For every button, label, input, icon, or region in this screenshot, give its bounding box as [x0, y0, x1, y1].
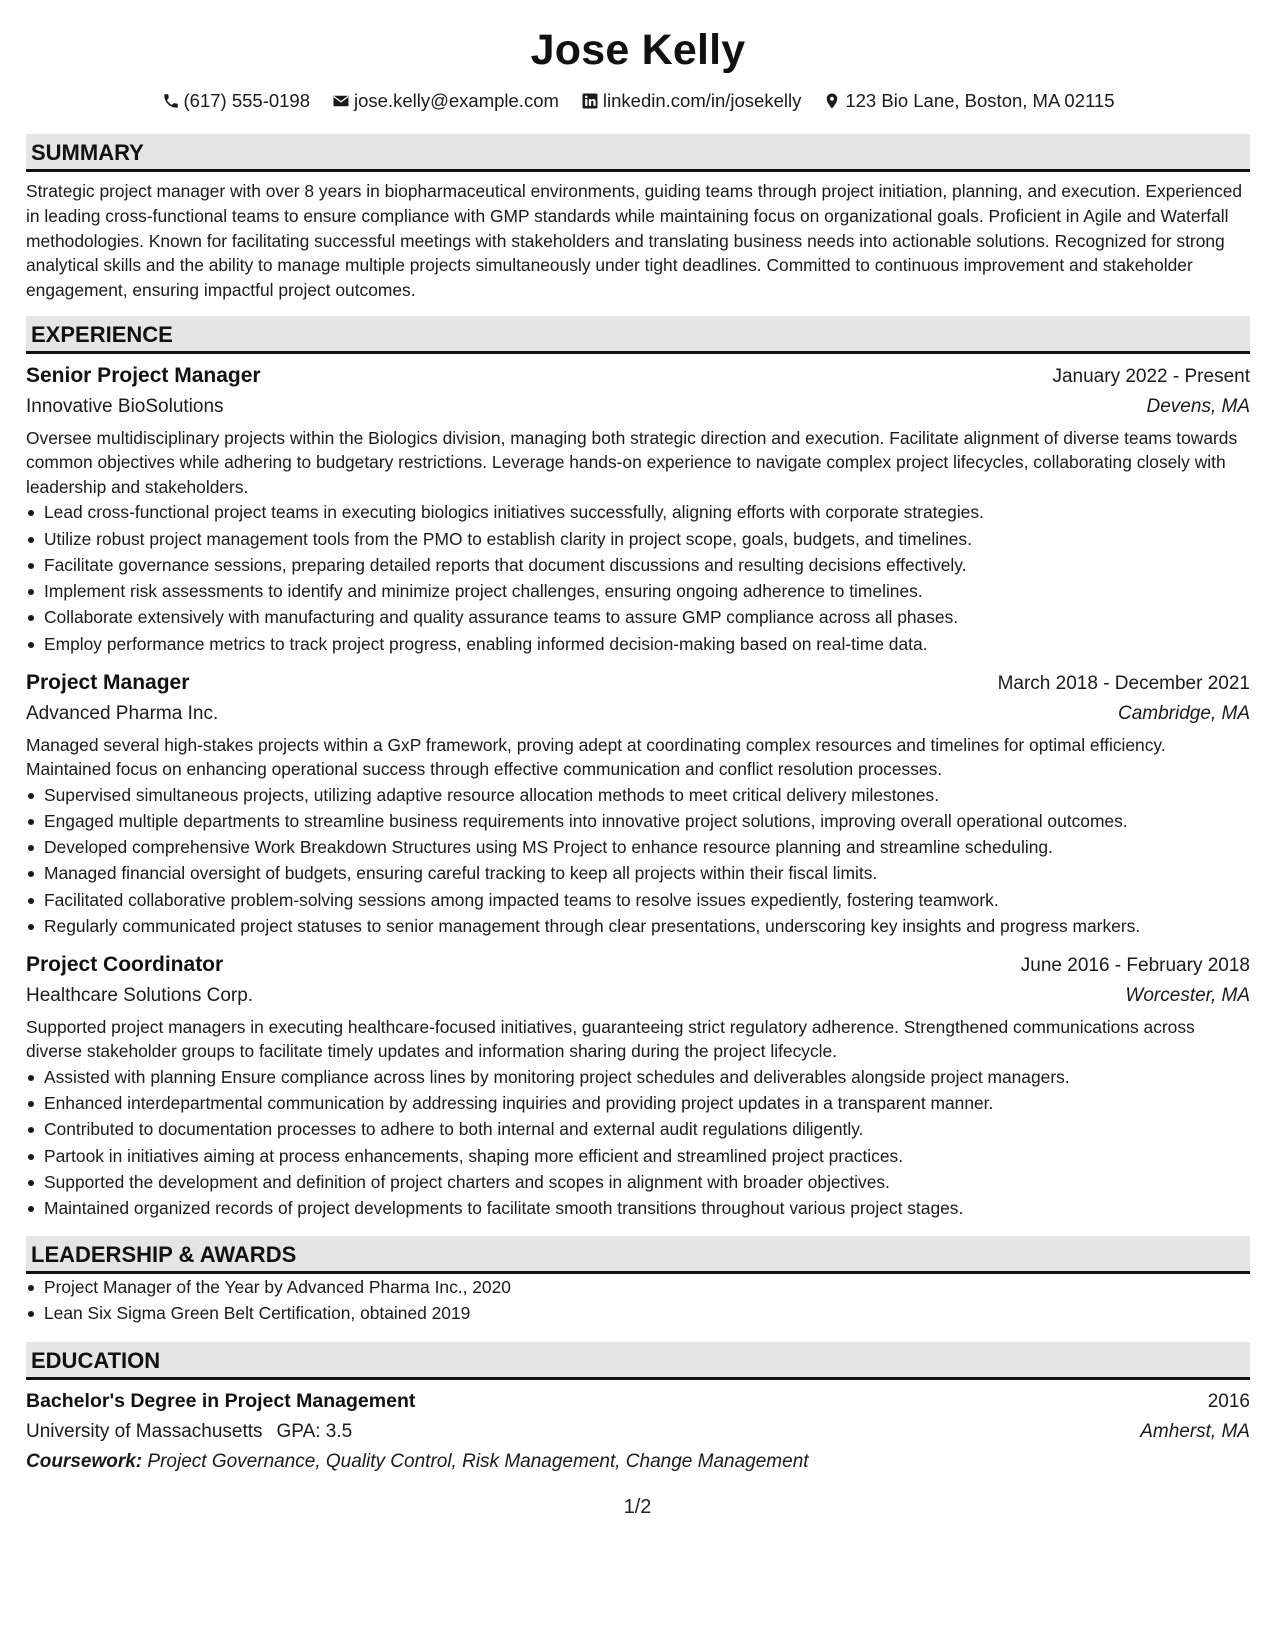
bullet-item: Employ performance metrics to track project progress, enabling informed decision-making based on real-time data. — [26, 631, 1250, 657]
bullet-item: Facilitate governance sessions, preparing detailed reports that document discussions and resulting decisions effectively. — [26, 552, 1250, 578]
job-company: Healthcare Solutions Corp. — [26, 984, 254, 1006]
bullet-item: Utilize robust project management tools from the PMO to establish clarity in project scope, goals, budgets, and timelines. — [26, 526, 1250, 552]
job-title: Senior Project Manager — [26, 363, 261, 387]
job-entry — [26, 361, 1250, 657]
candidate-name: Jose Kelly — [530, 26, 746, 74]
award-item: Lean Six Sigma Green Belt Certification, obtained 2019 — [26, 1300, 1250, 1326]
award-item: Project Manager of the Year by Advanced Pharma Inc., 2020 — [26, 1274, 1250, 1300]
job-entry — [26, 668, 1250, 939]
job-dates: June 2016 - February 2018 — [1020, 954, 1250, 976]
email-text[interactable]: jose.kelly@example.com — [354, 90, 559, 111]
job-entry — [26, 950, 1250, 1221]
job-company: Innovative BioSolutions — [26, 395, 224, 417]
bullet-item: Enhanced interdepartmental communication by addressing inquiries and providing project updates in a transparent manner. — [26, 1090, 1250, 1116]
job-company: Advanced Pharma Inc. — [26, 702, 219, 724]
contact-phone — [162, 90, 311, 112]
job-title: Project Manager — [26, 670, 190, 694]
job-description: Oversee multidisciplinary projects within the Biologics division, managing both strategic direction and execution. Facilitate alignment of diverse teams towards common objectives while adhering to budgetary restrictions. Leverage hands-on experience to navigate complex project lifecycles, collaborating closely with leadership and stakeholders. — [26, 427, 1238, 497]
contact-bar — [26, 90, 1250, 112]
coursework-line — [26, 1447, 1250, 1477]
bullet-item: Maintained organized records of project developments to facilitate smooth transitions throughout various project stages. — [26, 1195, 1250, 1221]
resume-content — [26, 0, 1250, 1477]
bullet-item: Engaged multiple departments to streamline business requirements into innovative project solutions, improving overall operational outcomes. — [26, 808, 1250, 834]
bullet-item: Developed comprehensive Work Breakdown Structures using MS Project to enhance resource planning and streamline scheduling. — [26, 834, 1250, 860]
summary-heading: SUMMARY — [26, 134, 1250, 172]
bullet-item: Managed financial oversight of budgets, ensuring careful tracking to keep all projects within their fiscal limits. — [26, 860, 1250, 886]
bullet-item: Supported the development and definition of project charters and scopes in alignment with broader objectives. — [26, 1169, 1250, 1195]
phone-icon — [162, 92, 180, 110]
leadership-heading: LEADERSHIP & AWARDS — [26, 1236, 1250, 1274]
summary-text: Strategic project manager with over 8 years in biopharmaceutical environments, guiding teams through project initiation, planning, and execution. Experienced in leading cross-functional teams to ensure compliance with GMP standards while maintaining focus on organizational goals. Proficient in Agile and Waterfall methodologies. Known for facilitating successful meetings with stakeholders and translating business needs into actionable solutions. Recognized for strong analytical skills and the ability to manage multiple projects simultaneously under tight deadlines. Committed to continuous improvement and stakeholder engagement, ensuring impactful project outcomes. — [26, 181, 1243, 301]
linkedin-text[interactable]: linkedin.com/in/josekelly — [602, 90, 802, 111]
job-bullets — [26, 782, 1250, 939]
bullet-item: Collaborate extensively with manufacturing and quality assurance teams to assure GMP compliance across all phases. — [26, 604, 1250, 630]
bullet-item: Assisted with planning Ensure compliance across lines by monitoring project schedules and deliverables alongside project managers. — [26, 1064, 1250, 1090]
bullet-item: Contributed to documentation processes to adhere to both internal and external audit regulations diligently. — [26, 1116, 1250, 1142]
email-icon — [332, 92, 350, 110]
job-dates: January 2022 - Present — [1052, 365, 1250, 387]
education-heading: EDUCATION — [26, 1342, 1250, 1380]
school-name: University of Massachusetts — [26, 1420, 263, 1442]
school-location: Amherst, MA — [1140, 1420, 1250, 1442]
leadership-list — [26, 1274, 1250, 1326]
contact-linkedin[interactable] — [581, 90, 801, 112]
education-entry — [26, 1386, 1250, 1477]
bullet-item: Facilitated collaborative problem-solving sessions among impacted teams to resolve issues expediently, fostering teamwork. — [26, 887, 1250, 913]
bullet-item: Supervised simultaneous projects, utilizing adaptive resource allocation methods to meet critical delivery milestones. — [26, 782, 1250, 808]
graduation-year: 2016 — [1207, 1390, 1250, 1412]
degree-title: Bachelor's Degree in Project Management — [26, 1389, 416, 1412]
school-line — [26, 1417, 352, 1447]
address-text: 123 Bio Lane, Boston, MA 02115 — [845, 90, 1115, 111]
job-description: Managed several high-stakes projects within a GxP framework, proving adept at coordinating complex resources and timelines for optimal efficiency. Maintained focus on enhancing operational success through effective communication and conflict resolution processes. — [26, 734, 1166, 780]
bullet-item: Lead cross-functional project teams in executing biologics initiatives successfully, aligning efforts with corporate strategies. — [26, 499, 1250, 525]
job-title: Project Coordinator — [26, 952, 224, 976]
contact-address — [823, 90, 1114, 112]
page-number: 1/2 — [623, 1496, 652, 1518]
bullet-item: Implement risk assessments to identify and minimize project challenges, ensuring ongoing adherence to timelines. — [26, 578, 1250, 604]
job-dates: March 2018 - December 2021 — [997, 672, 1250, 694]
job-location: Devens, MA — [1146, 395, 1250, 417]
coursework-label: Coursework: — [26, 1450, 143, 1472]
gpa: GPA: 3.5 — [276, 1420, 353, 1442]
coursework-list: Project Governance, Quality Control, Risk Management, Change Management — [147, 1450, 809, 1472]
linkedin-icon — [581, 92, 599, 110]
job-bullets — [26, 499, 1250, 656]
job-bullets — [26, 1064, 1250, 1221]
bullet-item: Partook in initiatives aiming at process enhancements, shaping more efficient and streamlined project practices. — [26, 1143, 1250, 1169]
contact-email[interactable] — [332, 90, 559, 112]
job-description: Supported project managers in executing healthcare-focused initiatives, guaranteeing strict regulatory adherence. Strengthened communications across diverse stakeholder groups to facilitate timely updates and information sharing during the project lifecycle. — [26, 1016, 1195, 1062]
phone-text: (617) 555-0198 — [183, 90, 311, 111]
bullet-item: Regularly communicated project statuses to senior management through clear presentations, underscoring key insights and progress markers. — [26, 913, 1250, 939]
job-location: Cambridge, MA — [1118, 702, 1250, 724]
location-icon — [823, 92, 841, 110]
experience-heading: EXPERIENCE — [26, 316, 1250, 354]
job-location: Worcester, MA — [1125, 984, 1250, 1006]
